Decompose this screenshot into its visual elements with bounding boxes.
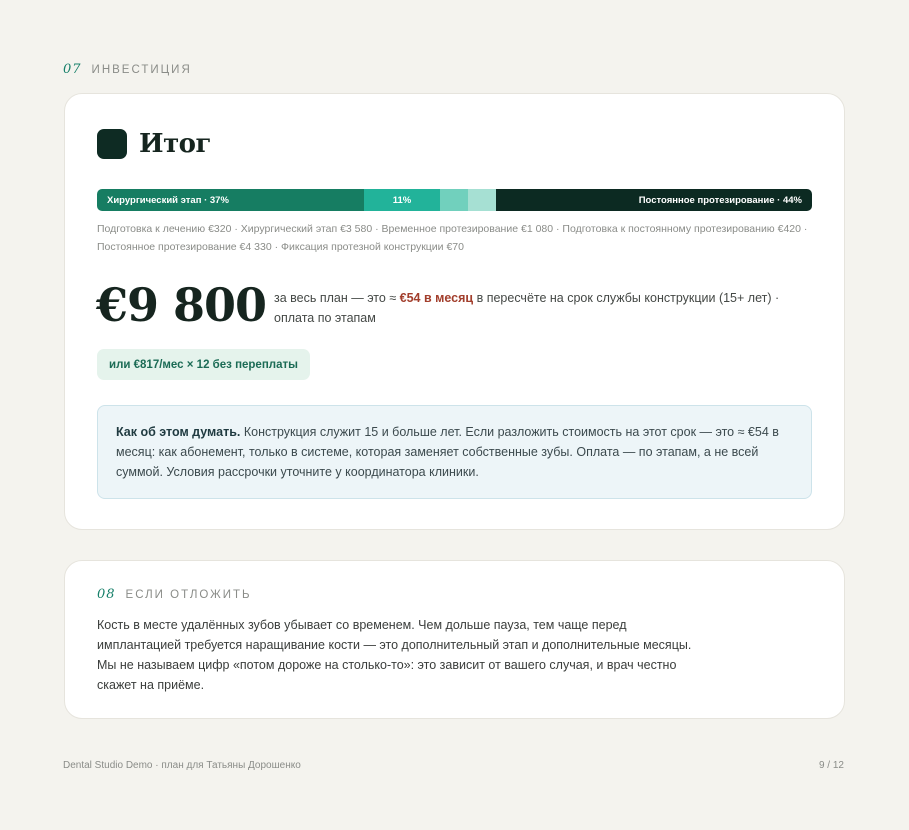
section-header-postpone	[97, 587, 252, 602]
total-description	[274, 288, 814, 328]
bar-segment-prep-permanent	[468, 189, 496, 211]
note-title: Как об этом думать.	[116, 425, 241, 439]
section-title: ИНВЕСТИЦИЯ	[91, 64, 192, 76]
advice-note	[97, 405, 812, 499]
installment-badge: или €817/мес × 12 без переплаты	[97, 349, 310, 380]
summary-heading	[97, 129, 211, 159]
section-number: 07	[63, 62, 82, 77]
bar-segment-permanent	[496, 189, 812, 211]
bar-label-surgical: Хирургический этап · 37%	[107, 194, 229, 206]
desc-before: за весь план — это ≈	[274, 291, 400, 305]
section-number: 08	[97, 587, 116, 602]
bar-segment-surgical	[97, 189, 364, 211]
section-header-investment	[63, 62, 192, 77]
note-text: Конструкция служит 15 и больше лет. Если разложить стоимость на этот срок — это ≈ €54 в месяц: как абонемент, только в системе, которая заменяет собственные зубы. Оплата — по этапам, а не всей суммой. Условия рассрочки уточните у координатора клиники.	[116, 425, 779, 479]
monthly-price: €54 в месяц	[399, 291, 474, 305]
bar-label-permanent: Постоянное протезирование · 44%	[638, 194, 802, 206]
cost-breakdown-text: Подготовка к лечению €320 · Хирургический этап €3 580 · Временное протезирование €1 080 · Подготовка к постоянному протезированию €420 · Постоянное протезирование €4 330 · Фиксация протезной конструкции €70	[97, 223, 808, 253]
heading-square-icon	[97, 129, 127, 159]
section-title: ЕСЛИ ОТЛОЖИТЬ	[125, 589, 252, 601]
postpone-card	[64, 560, 845, 719]
postpone-text: Кость в месте удалённых зубов убывает со временем. Чем дольше пауза, тем чаще перед имплантацией требуется наращивание кости — это дополнительный этап и дополнительные месяцы. Мы не называем цифр «потом дороже на столько-то»: это зависит от вашего случая, и врач честно скажет на приёме.	[97, 618, 692, 692]
bar-segment-temporary	[440, 189, 468, 211]
desc-after: в пересчёте на срок службы конструкции (15+ лет) · оплата по этапам	[274, 291, 780, 325]
page-number: 9 / 12	[818, 760, 844, 771]
total-price: €9 800	[96, 278, 267, 332]
bar-label-preparation: 11%	[392, 194, 412, 206]
summary-title: Итог	[139, 129, 211, 159]
footer-clinic: Dental Studio Demo · план для Татьяны Дорошенко	[63, 760, 301, 771]
summary-card	[64, 93, 845, 530]
bar-segment-preparation	[364, 189, 440, 211]
cost-breakdown-bar	[97, 189, 812, 211]
